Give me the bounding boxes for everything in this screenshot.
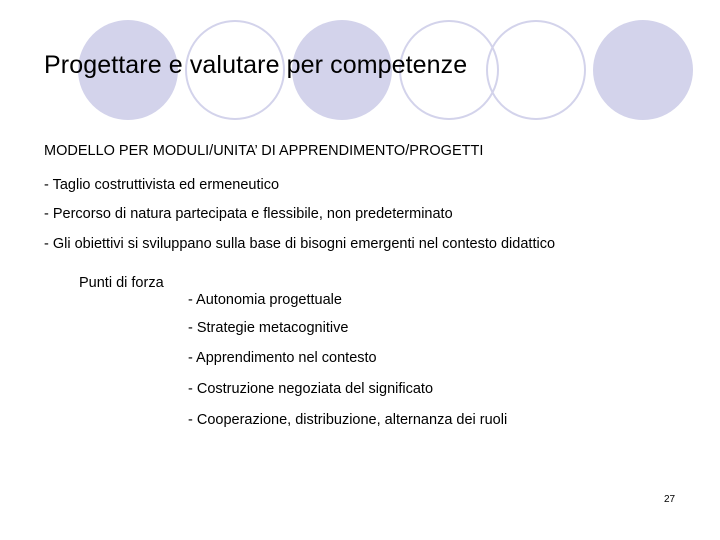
- section-heading: MODELLO PER MODULI/UNITA’ DI APPRENDIMENTO/PROGETTI: [44, 143, 484, 159]
- strength-item: - Costruzione negoziata del significato: [188, 381, 434, 397]
- strength-item: - Apprendimento nel contesto: [188, 350, 377, 366]
- strengths-label: Punti di forza: [79, 275, 164, 291]
- decorative-circle: [486, 20, 586, 120]
- bullet-item: - Percorso di natura partecipata e flessibile, non predeterminato: [44, 206, 453, 222]
- strength-item: - Cooperazione, distribuzione, alternanza dei ruoli: [188, 412, 508, 428]
- strength-item: - Strategie metacognitive: [188, 320, 349, 336]
- decorative-circle: [593, 20, 693, 120]
- bullet-item: - Taglio costruttivista ed ermeneutico: [44, 177, 280, 193]
- slide-title: Progettare e valutare per competenze: [44, 51, 468, 79]
- strength-item: - Autonomia progettuale: [188, 292, 342, 308]
- bullet-item: - Gli obiettivi si sviluppano sulla base di bisogni emergenti nel contesto didattico: [44, 236, 556, 252]
- page-number: 27: [664, 494, 676, 505]
